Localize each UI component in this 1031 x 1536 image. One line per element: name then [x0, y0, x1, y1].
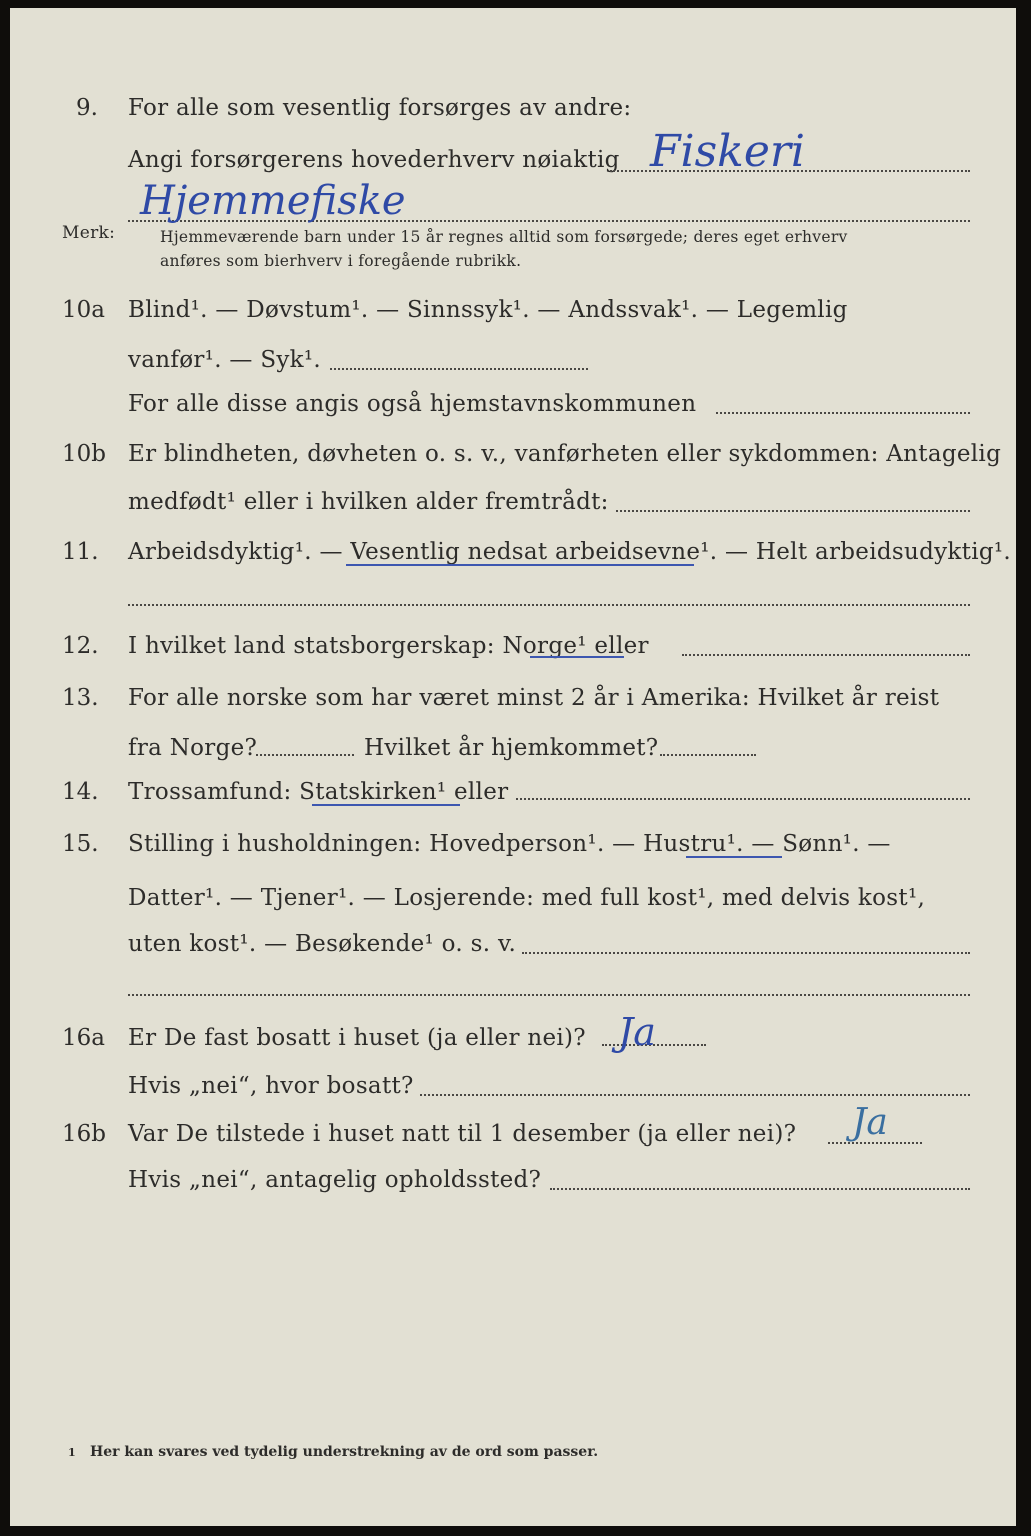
q10a-line1: Blind¹. — Døvstum¹. — Sinnssyk¹. — Andssvak¹. — Legemlig [128, 297, 848, 323]
q10b-line2: medfødt¹ eller i hvilken alder fremtrådt: [128, 489, 609, 515]
q9-answer-detail: Hjemmefiske [140, 178, 406, 224]
q16a-number: 16a [62, 1025, 105, 1051]
q14-number: 14. [62, 779, 99, 805]
q16a-line1: Er De fast bosatt i huset (ja eller nei)? [128, 1025, 586, 1051]
q11-dotted-line [128, 604, 970, 606]
q10a-dotted-line1 [330, 368, 588, 370]
q11-number: 11. [62, 539, 99, 565]
q12-dotted-line [682, 654, 970, 656]
q16b-dotted-line2 [550, 1188, 970, 1190]
footnote-text: Her kan svares ved tydelig understrekning av de ord som passer. [90, 1444, 599, 1460]
merk-line1: Hjemmeværende barn under 15 år regnes alltid som forsørgede; deres eget erhverv [160, 228, 848, 246]
q10a-number: 10a [62, 297, 105, 323]
q13-dotted-line2 [660, 754, 756, 756]
q9-number: 9. [76, 95, 98, 121]
merk-label: Merk: [62, 223, 116, 243]
q10a-line3: For alle disse angis også hjemstavnskommunen [128, 391, 697, 417]
q15-number: 15. [62, 831, 99, 857]
q10b-number: 10b [62, 441, 106, 467]
q11-answer-underline [346, 564, 694, 566]
q15-dotted-line1 [522, 952, 970, 954]
q16b-number: 16b [62, 1121, 106, 1147]
census-form-page [10, 8, 1016, 1526]
q15-dotted-line2 [128, 994, 970, 996]
q13-number: 13. [62, 685, 99, 711]
q10b-dotted-line [616, 510, 970, 512]
q9-line1: For alle som vesentlig forsørges av andre: [128, 95, 632, 121]
q12-answer-underline [530, 656, 624, 658]
q12-number: 12. [62, 633, 99, 659]
q14-answer-underline [312, 804, 460, 806]
q16b-line2: Hvis „nei“, antagelig opholdssted? [128, 1167, 542, 1193]
q13-line1: For alle norske som har været minst 2 år i Amerika: Hvilket år reist [128, 685, 940, 711]
q16a-dotted-line2 [420, 1094, 970, 1096]
q10a-dotted-line2 [716, 412, 970, 414]
q16a-answer: Ja [618, 1010, 656, 1054]
q15-answer-underline [686, 856, 782, 858]
q16b-line1: Var De tilstede i huset natt til 1 desember (ja eller nei)? [128, 1121, 797, 1147]
q10b-line1: Er blindheten, døvheten o. s. v., vanførheten eller sykdommen: Antagelig [128, 441, 1002, 467]
q9-answer-occupation: Fiskeri [650, 126, 805, 177]
q13-line2b: Hvilket år hjemkommet? [364, 735, 659, 761]
q15-line1: Stilling i husholdningen: Hovedperson¹. — Hustru¹. — Sønn¹. — [128, 831, 891, 857]
q13-line2a: fra Norge? [128, 735, 258, 761]
q12-line1: I hvilket land statsborgerskap: Norge¹ eller [128, 633, 649, 659]
q15-line3: uten kost¹. — Besøkende¹ o. s. v. [128, 931, 517, 957]
q16b-answer: Ja [852, 1102, 888, 1143]
q14-dotted-line [516, 798, 970, 800]
q16a-line2: Hvis „nei“, hvor bosatt? [128, 1073, 414, 1099]
q10a-line2: vanfør¹. — Syk¹. [128, 347, 322, 373]
q9-line2: Angi forsørgerens hovederhverv nøiaktig [128, 147, 620, 173]
footnote-mark: 1 [68, 1446, 76, 1459]
q14-line1: Trossamfund: Statskirken¹ eller [128, 779, 509, 805]
q15-line2: Datter¹. — Tjener¹. — Losjerende: med full kost¹, med delvis kost¹, [128, 885, 926, 911]
merk-line2: anføres som bierhverv i foregående rubrikk. [160, 252, 522, 270]
q11-line1: Arbeidsdyktig¹. — Vesentlig nedsat arbeidsevne¹. — Helt arbeidsudyktig¹. [128, 539, 1012, 565]
q13-dotted-line1 [256, 754, 354, 756]
